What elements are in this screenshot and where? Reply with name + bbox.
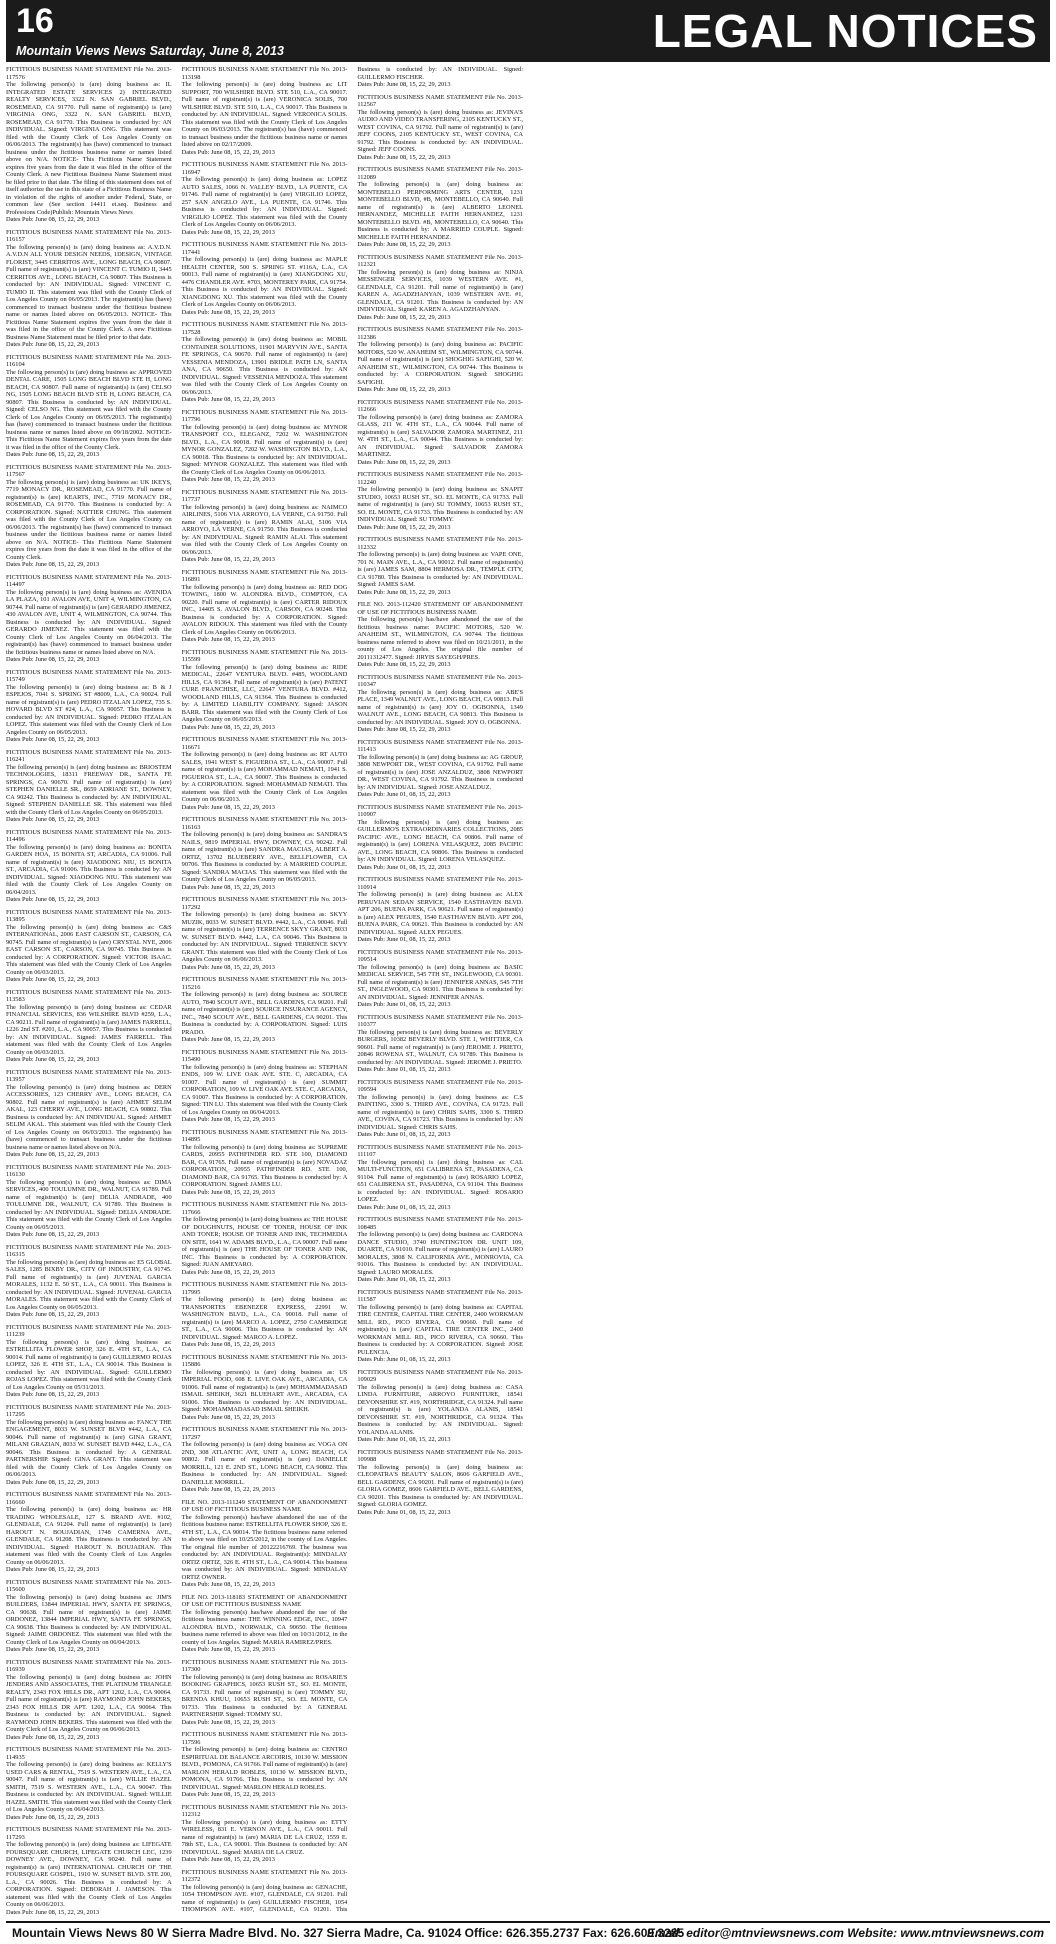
notice-dates: Dates Pub: June 01, 08, 15, 22, 2013 — [357, 863, 451, 871]
notice-dates: Dates Pub: June 08, 15, 22, 29, 2013 — [357, 313, 451, 321]
notice-dates: Dates Pub: June 08, 15, 22, 29, 2013 — [181, 1268, 275, 1276]
legal-notice — [6, 1746, 172, 1821]
masthead — [6, 0, 1050, 62]
notice-heading: FICTITIOUS BUSINESS NAME STATEMENT File No. 2013-112332 — [357, 536, 523, 551]
legal-notice — [182, 321, 348, 404]
notice-heading: FICTITIOUS BUSINESS NAME STATEMENT File No. 2013-117293 — [6, 1826, 172, 1841]
notice-dates: Dates Pub: June 08, 15, 22, 29, 2013 — [6, 451, 100, 458]
legal-notice — [182, 1049, 348, 1124]
notice-heading: FICTITIOUS BUSINESS NAME STATEMENT File No. 2013-110914 — [357, 876, 523, 891]
notice-dates: Dates Pub: June 08, 15, 22, 29, 2013 — [6, 1056, 100, 1063]
notice-dates: Dates Pub: June 08, 15, 22, 29, 2013 — [181, 1413, 275, 1421]
legal-notice — [182, 896, 348, 971]
notice-heading: FICTITIOUS BUSINESS NAME STATEMENT File No. 2013-117666 — [181, 1201, 348, 1216]
notice-heading: FICTITIOUS BUSINESS NAME STATEMENT File No. 2013-115490 — [181, 1048, 348, 1063]
notice-heading: FICTITIOUS BUSINESS NAME STATEMENT File No. 2013-108485 — [357, 1216, 523, 1231]
notice-dates: Dates Pub: June 08, 15, 22, 29, 2013 — [6, 976, 100, 983]
notice-dates: Dates Pub: June 08, 15, 22, 29, 2013 — [6, 1908, 100, 1916]
notice-body: The following person(s) is (are) doing business as: ESTRELLITA FLOWER SHOP, 326 E. 4TH ST., L.A., CA 90014. Full name of registrant(s) is (are) GUILLERMO ROJAS LOPEZ, 326 E. 4TH ST., L.A., CA 90014. This Business is conducted by: AN INDIVIDUAL. Signed: GUILLERMO ROJAS LOPEZ. This statement was filed with the County Clerk of Los Angeles County on 05/31/2013. — [6, 1338, 172, 1391]
legal-notice — [182, 1594, 348, 1654]
notice-body: The following person(s) is (are) doing business as: US IMPERIAL FOOD, 608 E. LIVE OAK AVE., ARCADIA, CA 91006. Full name of registrant(s) is (are) MOHAMMADASAD ISMAIL SHEIKH, 3621 BLUEHART AVE., ARCADIA, CA 91006. This Business is conducted by: AN INDIVIDUAL. Signed: MOHAMMADASAD ISMAIL SHEIKH. — [181, 1368, 348, 1413]
notice-heading: FICTITIOUS BUSINESS NAME STATEMENT File No. 2013-110907 — [357, 803, 523, 818]
legal-notice — [6, 1404, 172, 1487]
legal-notice — [357, 471, 523, 531]
legal-notice — [182, 1731, 348, 1799]
notice-heading: FICTITIOUS BUSINESS NAME STATEMENT File No. 2013-115886 — [181, 1353, 348, 1368]
notice-body: The following person(s) is (are) doing business as: APPROVED DENTAL CARE, 1505 LONG BEACH BLVD STE H, LONG BEACH, CA 90807. Full name of registrant(s) is (are) CELSO NG, 1505 LONG BEACH BLVD STE H, LONG BEACH, CA 90807. This Business is conducted by: AN INDIVIDUAL. Signed: CELSO NG. This statement was filed with the County Clerk of Los Angeles County on 06/05/2013. The registrant(s) has (have) commenced to transact business under the fictitious business name or names listed above on 09/18/2002. NOTICE- This Fictitious Name Statement expires five years from the date it was filed in the office of the County Clerk. — [6, 368, 172, 451]
notice-body: The following person(s) is (are) doing business as: PACIFIC MOTORS, 520 W. ANAHEIM ST., WILMINGTON, CA 90744. Full name of registrant(s) is (are) SHOGHIG SAFIGHI, 520 W. ANAHEIM ST., WILMINGTON, CA 90744. This Business is conducted by: A CORPORATION. Signed: SHOGHIG SAFIGHI. — [357, 341, 523, 386]
notice-body: The following person(s) is (are) doing business as: BRIOSTEM TECHNOLOGIES, 18311 FREEWAY DR., SANTA FE SPRINGS, CA 90670. Full name of registrant(s) is (are) STEPHEN DANIELLE SR., 8659 ADRIANE ST., DOWNEY, CA 90242. This Business is conducted by: AN INDIVIDUAL. Signed: STEPHEN DANIELLE SR. This statement was filed with the County Clerk of Los Angeles County on 06/05/2013. — [6, 763, 172, 816]
notice-heading: FICTITIOUS BUSINESS NAME STATEMENT File No. 2013-116671 — [181, 736, 348, 751]
legal-notice — [6, 669, 172, 744]
notices-columns — [6, 66, 1050, 1918]
notice-body: The following person(s) is (are) doing business as: KELLY'S USED CARS & RENTAL, 7519 S. WESTERN AVE., L.A., CA 90047. Full name of registrant(s) is (are) WILLIE HAZEL SMITH, 7519 S. WESTERN AVE., L.A., CA 90047. This Business is conducted by: AN INDIVIDUAL. Signed: WILLIE HAZEL SMITH. This statement was filed with the County Clerk of Los Angeles County on 06/04/2013. — [6, 1761, 172, 1813]
notice-heading: FICTITIOUS BUSINESS NAME STATEMENT File No. 2013-113957 — [6, 1068, 172, 1083]
legal-notice — [182, 1659, 348, 1727]
page-footer — [6, 1921, 1050, 1943]
notice-heading: FICTITIOUS BUSINESS NAME STATEMENT File No. 2013-116163 — [181, 816, 348, 831]
notice-dates: Dates Pub: June 08, 15, 22, 29, 2013 — [6, 1733, 100, 1741]
notice-heading: FICTITIOUS BUSINESS NAME STATEMENT File No. 2013-111413 — [357, 738, 523, 753]
legal-notice — [6, 1826, 172, 1916]
legal-notice — [182, 161, 348, 236]
notice-heading: FICTITIOUS BUSINESS NAME STATEMENT File No. 2013-111239 — [6, 1323, 172, 1338]
notice-heading: FICTITIOUS BUSINESS NAME STATEMENT File No. 2013-117441 — [181, 241, 348, 256]
notice-body: The following person(s) is (are) doing business as: MAPLE HEALTH CENTER, 500 S. SPRING ST. #116A, L.A., CA 90013. Full name of registrant(s) is (are) XIANGDONG XU, 4476 CHANDLER AVE. #703, MONTEREY PARK, CA 91754. This Business is conducted by: AN INDIVIDUAL. Signed: XIANGDONG XU. This statement was filed with the County Clerk of Los Angeles County on 06/06/2013. — [181, 256, 348, 308]
notice-heading: FICTITIOUS BUSINESS NAME STATEMENT File No. 2013-110347 — [357, 673, 523, 688]
legal-notice — [357, 601, 523, 669]
notice-dates: Dates Pub: June 08, 15, 22, 29, 2013 — [181, 1116, 275, 1123]
notice-body: The following person(s) is (are) doing business as: CAL MULTI-FUNCTION, 651 CALIBRENA ST., PASADENA, CA 91104. Full name of registrant(s) is (are) ROSARIO LOPEZ, 651 CALIBRENA ST., PASADENA, CA 91104. This Business is conducted by: AN INDIVIDUAL. Signed: ROSARIO LOPEZ. — [357, 1158, 523, 1203]
notice-body: The following person(s) is (are) doing business as: THE HOUSE OF DOUGHNUTS, HOUSE OF TONER, HOUSE OF INK AND TONER; HOUSE OF TONER AND INK, TECHMEDIA ON SITE, 1641 W. ADAMS BLVD., L.A., CA 90007. Full name of registrant(s) is (are) THE HOUSE OF TONER AND INK, INC. This Business is conducted by: A CORPORATION. Signed: JUAN AMEYARO. — [181, 1216, 348, 1268]
notice-dates: Dates Pub: June 08, 15, 22, 29, 2013 — [357, 523, 451, 531]
legal-notice — [6, 1324, 172, 1399]
legal-notice — [357, 1449, 523, 1517]
notice-dates: Dates Pub: June 08, 15, 22, 29, 2013 — [6, 1231, 100, 1238]
legal-notice — [6, 829, 172, 904]
notice-dates: Dates Pub: June 08, 15, 22, 29, 2013 — [181, 148, 275, 156]
section-title: LEGAL NOTICES — [652, 5, 1038, 57]
legal-notice — [182, 1354, 348, 1422]
notice-body: The following person(s) is (are) doing business as: LIT SUPPORT, 700 WILSHIRE BLVD. STE 510, L.A., CA 90017. Full name of registrant(s) is (are) VERONICA SOLIS, 700 WILSHIRE BLVD. STE 510, L.A., CA 90017. This Business is conducted by: AN INDIVIDUAL. Signed: VERONICA SOLIS. This statement was filed with the County Clerk of Los Angeles County on 06/03/2013. The registrant(s) has (have) commenced to transact business under the fictitious business name or names listed above on 02/17/2009. — [181, 81, 348, 148]
notice-body: The following person(s) is (are) doing business as: IL INTEGRATED ESTATE SERVICES 2) INTEGRATED REALTY SERVICES, 3322 N. SAN GABRIEL BLVD., ROSEMEAD, CA 91770. Full name of registrant(s) is (are) VIRGINIA ONG, 3322 N. SAN GABRIEL BLVD, ROSEMEAD, CA 91770. This Business is conducted by: AN INDIVIDUAL. Signed: VIRGINIA ONG. This statement was filed with the County Clerk of Los Angeles County on 06/06/2013. The registrant(s) has (have) commenced to transact business under the fictitious business name or names listed above on N/A. NOTICE- This Fictitious Name Statement expires five years from the date it was filed in the office of the County Clerk. A new Fictitious Business Name Statement must be filed prior to that date. The filing of this statement does not of itself authorize the use in this state of a Fictitious Business Name in violation of the rights of another under Federal, State, or common law (See section 14411 et.seq. Business and Professions Code)Publish: Mountain Views News — [6, 81, 172, 216]
notice-body: The following person(s) is (are) doing business as: BONITA GARDEN HOA, 15 BONITA ST, ARCADIA, CA 91006. Full name of registrant(s) is (are) XIAODONG NIU, 15 BONITA ST., ARCADIA, CA 91006. This Business is conducted by: AN INDIVIDUAL. Signed: XIAODONG NIU. This statement was filed with the County Clerk of Los Angeles County on 06/04/2013. — [6, 843, 172, 896]
notice-body: The following person(s) is (are) doing business as: SANDRA'S NAILS, 9819 IMPERIAL HWY, DOWNEY, CA 90242. Full name of registrant(s) is (are) SANDRA MACIAS, ALBERT A. ORTIZ, 13702 BLUEBERRY AVE., BELLFLOWER, CA 90706. This Business is conducted by: A MARRIED COUPLE. Signed: SANDRA MACIAS. This statement was filed with the County Clerk of Los Angeles County on 06/05/2013. — [181, 831, 348, 883]
legal-notice — [6, 989, 172, 1064]
notice-body: The following person(s) is (are) doing business as: C&S INTERNATIONAL, 2006 EAST CARSON ST., CARSON, CA 90745. Full name of registrant(s) is (are) CRYSTAL NYE, 2006 EAST CARSON ST., CARSON, CA 90745. This Business is conducted by: A CORPORATION. Signed: VICTOR ISAAC. This statement was filed with the County Clerk of Los Angeles County on 06/03/2013. — [6, 923, 172, 976]
notice-heading: FICTITIOUS BUSINESS NAME STATEMENT File No. 2013-116157 — [6, 228, 172, 243]
notice-body: The following person(s) has/have abandoned the use of the fictitious business name: ESTRELLITA FLOWER SHOP, 326 E. 4TH ST., L.A., CA 90014. The fictitious business name referred to above was filed on 10/25/2012, in the county of Los Angeles. The original file number of 20122216769. The business was conducted by: AN INDIVIDUAL. Registrant(s): MINDALAY ORTIZ ORTIZ, 326 E. 4TH ST., L.A., CA 90014. This business was conducted by: AN INDIVIDUAL. Signed: MINDALAY ORTIZ OWNER. — [181, 1513, 348, 1581]
notice-heading: FICTITIOUS BUSINESS NAME STATEMENT File No. 2013-114497 — [6, 573, 172, 588]
legal-notice — [182, 241, 348, 316]
notice-dates: Dates Pub: June 08, 15, 22, 29, 2013 — [6, 1646, 100, 1653]
notice-dates: Dates Pub: June 08, 15, 22, 29, 2013 — [357, 386, 451, 393]
notice-dates: Dates Pub: June 01, 08, 15, 22, 2013 — [357, 791, 451, 798]
legal-notice — [182, 976, 348, 1044]
notice-body: The following person(s) is (are) doing business as: VOGA ON 2ND, 308 ATLANTIC AVE, UNIT A, LONG BEACH, CA 90802. Full name of registrant(s) is (are) DANIELLE MORRILL, 121 E. 2ND ST., LONG BEACH, CA 90802. This Business is conducted by: AN INDIVIDUAL. Signed: DANIELLE MORRILL. — [181, 1441, 348, 1486]
notice-body: The following person(s) is (are) doing business as: AG GROUP, 3808 NEWPORT DR., WEST COVINA, CA 91792. Full name of registrant(s) is (are) JOSE ANZALDUZ, 3808 NEWPORT DR., WEST COVINA, CA 91792. This Business is conducted by: AN INDIVIDUAL. Signed: JOSE ANZALDUZ. — [357, 753, 523, 791]
notice-body: The following person(s) is (are) doing business as: ABE'S PLACE, 1349 WALNUT AVE., LONG BEACH, CA 90813. Full name of registrant(s) is (are) JOY O. OGBONNA, 1349 WALNUT AVE., LONG BEACH, CA 90813. This Business is conducted by: AN INDIVIDUAL. Signed: JOY O. OGBONNA. — [357, 688, 523, 726]
notice-heading: FICTITIOUS BUSINESS NAME STATEMENT File No. 2013-109988 — [357, 1448, 523, 1463]
notice-heading: FICTITIOUS BUSINESS NAME STATEMENT File No. 2013-112567 — [357, 93, 523, 108]
legal-notice — [6, 229, 172, 349]
footer-contact: Email: editor@mtnviewsnews.com Website: www.mtnviewsnews.com — [646, 1926, 1044, 1940]
notice-dates: Dates Pub: June 08, 15, 22, 29, 2013 — [357, 153, 451, 161]
notice-dates: Dates Pub: June 08, 15, 22, 29, 2013 — [181, 963, 275, 971]
notice-heading: FICTITIOUS BUSINESS NAME STATEMENT File No. 2013-112089 — [357, 166, 523, 181]
notice-body: The following person(s) is (are) doing business as: RT AUTO SALES, 1941 WEST S. FIGUEROA ST., L.A., CA 90007. Full name of registrant(s) is (are) MOHAMMAD NEMATI, 1941 S. FIGUEROA ST., L.A., CA 90007. This Business is conducted by: A CORPORATION. Signed: MOHAMMAD NEMATI. This statement was filed with the County Clerk of Los Angeles County on 06/06/2013. — [181, 751, 348, 803]
legal-notice — [6, 1244, 172, 1319]
legal-notice — [182, 489, 348, 564]
legal-notice — [6, 1579, 172, 1654]
notice-dates: Dates Pub: June 08, 15, 22, 29, 2013 — [6, 656, 100, 663]
notice-dates: Dates Pub: June 01, 08, 15, 22, 2013 — [357, 1001, 451, 1008]
legal-notice — [357, 94, 523, 162]
notice-body: The following person(s) has/have abandoned the use of the fictitious business name: PACIFIC MOTORS, 520 W. ANAHEIM ST., WILMINGTON, CA 90744. The fictitious business name referred to above was filed on 10/21/2011, in the county of Los Angeles. The original file number of 20111312477. Signed: JIRYIS SAYEGH/PRES. — [357, 616, 523, 661]
paper-dateline: Mountain Views News Saturday, June 8, 2013 — [16, 44, 284, 58]
notice-heading: FICTITIOUS BUSINESS NAME STATEMENT File No. 2013-116891 — [181, 568, 348, 583]
notice-dates: Dates Pub: June 08, 15, 22, 29, 2013 — [357, 661, 451, 668]
legal-notice — [357, 1289, 523, 1364]
notice-body: The following person(s) is (are) doing business as: CLEOPATRA'S BEAUTY SALON, 8606 GARFIELD AVE., BELL GARDENS, CA 90201. Full name of registrant(s) is (are) GLORIA GOMEZ, 8606 GARFIELD AVE., BELL GARDENS, CA 90201. This Business is conducted by: AN INDIVIDUAL. Signed: GLORIA GOMEZ. — [357, 1463, 523, 1508]
notice-heading: FICTITIOUS BUSINESS NAME STATEMENT File No. 2013-112312 — [181, 1803, 348, 1818]
notice-heading: FICTITIOUS BUSINESS NAME STATEMENT File No. 2013-116130 — [6, 1163, 172, 1178]
notice-body: The following person(s) is (are) doing business as: VAPE ONE, 701 N. MAIN AVE., L.A., CA 90012. Full name of registrant(s) is (are) JAMES SAM, 8804 HERMOSA DR., TEMPLE CITY, CA 91780. This Business is conducted by: AN INDIVIDUAL. Signed: JAMES SAM. — [357, 551, 523, 588]
notice-dates: Dates Pub: June 01, 08, 15, 22, 2013 — [357, 1436, 451, 1443]
notice-body: The following person(s) is (are) doing business as: GENACHE, 1054 THOMPSON AVE. #107, GLENDALE, CA 91201. Full name of registrant(s) is (are) GUILLERMO FISCHER, 1054 THOMPSON AVE. #107, GLENDALE, CA 91201. This Business is conducted by: AN INDIVIDUAL. Signed: GUILLERMO FISCHER. — [181, 66, 523, 1913]
notice-heading: FILE NO. 2013-112420 STATEMENT OF ABANDONMENT OF USE OF FICTITIOUS BUSINESS NAME — [357, 601, 523, 616]
notice-heading: FICTITIOUS BUSINESS NAME STATEMENT File No. 2013-116660 — [6, 1491, 172, 1506]
legal-notice — [357, 1014, 523, 1074]
legal-notice — [182, 649, 348, 732]
legal-notice — [182, 66, 348, 156]
notice-dates: Dates Pub: June 08, 15, 22, 29, 2013 — [181, 1486, 275, 1493]
notice-heading: FICTITIOUS BUSINESS NAME STATEMENT File No. 2013-117292 — [181, 896, 348, 911]
notice-body: The following person(s) is (are) doing business as: CARDONA DANCE STUDIO, 3740 HUNTINGTON DR. UNIT 109, DUARTE, CA 91010. Full name of registrant(s) is (are) LAURO MORALES, 3808 N. CALIFORNIA AVE., MONROVIA, CA 91016. This Business is conducted by: AN INDIVIDUAL. Signed: LAURO MORALES. — [357, 1231, 523, 1276]
notice-dates: Dates Pub: June 01, 08, 15, 22, 2013 — [357, 1203, 451, 1211]
notice-body: The following person(s) is (are) doing business as: CAPITAL TIRE CENTER, CAPITAL TIRE CENTER, 2400 WORKMAN MILL RD., PICO RIVERA, CA 90660. Full name of registrant(s) is (are) CAPITAL TIRE CENTER INC., 2400 WORKMAN MILL RD., PICO RIVERA, CA 90660. This Business is conducted by: A CORPORATION. Signed: JOSE PULENCIA. — [357, 1303, 523, 1356]
notice-heading: FICTITIOUS BUSINESS NAME STATEMENT File No. 2013-115749 — [6, 668, 172, 683]
legal-notice — [357, 536, 523, 596]
legal-notice — [6, 749, 172, 824]
notice-body: The following person(s) is (are) doing business as: LOPEZ AUTO SALES, 1066 N. VALLEY BLVD., LA PUENTE, CA 91746. Full name of registrant(s) is (are) VIRGILIO LOPEZ, 257 SAN ANGELO AVE., LA PUENTE, CA 91746. This Business is conducted by: AN INDIVIDUAL. Signed: VIRGILIO LOPEZ. This statement was filed with the County Clerk of Los Angeles County on 06/06/2013. — [181, 176, 348, 228]
notice-body: The following person(s) is (are) doing business as: CASA LINDA FURNITURE, ARROYO FURNITURE, 18541 DEVONSHIRE ST. #19, NORTHRIDGE, CA 91324. Full name of registrant(s) is (are) YOLANDA ALANIS, 18541 DEVONSHIRE ST. #19, NORTHRIDGE, CA 91324. This Business is conducted by: AN INDIVIDUAL. Signed: YOLANDA ALANIS. — [357, 1383, 523, 1436]
notice-heading: FICTITIOUS BUSINESS NAME STATEMENT File No. 2013-111587 — [357, 1288, 523, 1303]
notice-body: The following person(s) is (are) doing business as: UK IKEYS, 7719 MONACY DR., ROSEMEAD, CA 91770. Full name of registrant(s) is (are) KEARTS, INC., 7719 MONACY DR., ROSEMEAD, CA 91770. This Business is conducted by: A CORPORATION. Signed: NATTIER CHUNG. This statement was filed with the County Clerk of Los Angeles County on 06/06/2013. The registrant(s) has (have) commenced to transact business under the fictitious business name or names listed above on N/A. NOTICE- This Fictitious Name Statement expires five years from the date it was filed in the office of the County Clerk. — [6, 478, 172, 561]
notice-body: The following person(s) is (are) doing business as: MYNOR TRANSPORT CO., ELEGANZ, 7202 W. WASHINGTON BLVD., L.A., CA 90018. Full name of registrant(s) is (are) MYNOR GONZALEZ, 7202 W. WASHINGTON BLVD., L.A., CA 90018. This Business is conducted by: AN INDIVIDUAL. Signed: MYNOR GONZALEZ. This statement was filed with the County Clerk of Los Angeles County on 06/06/2013. — [181, 423, 348, 476]
notice-body: The following person(s) is (are) doing business as: CENTRO ESPIRITUAL DE BALANCE ARCOIRIS, 10130 W. MISSION BLVD., POMONA, CA 91766. Full name of registrant(s) is (are) MARLON HERALD ROBLES, 10130 W. MISSION BLVD., POMONA, CA 91766. This Business is conducted by: AN INDIVIDUAL. Signed: MARLON HERALD ROBLES. — [181, 1746, 348, 1791]
notice-heading: FICTITIOUS BUSINESS NAME STATEMENT File No. 2013-116315 — [6, 1243, 172, 1258]
notice-body: The following person(s) is (are) doing business as: LIFEGATE FOURSQUARE CHURCH, LIFEGATE CHURCH LEC, 1239 DOWNEY AVE., DOWNEY, CA 90240. Full name of registrant(s) is (are) INTERNATIONAL CHURCH OF THE FOURSQUARE GOSPEL, 1910 W. SUNSET BLVD. STE 200, L.A., CA 90026. This Business is conducted by: A CORPORATION. Signed: DEBORAH J. JAMESON. This statement was filed with the County Clerk of Los Angeles County on 06/06/2013. — [6, 1841, 172, 1908]
notice-heading: FICTITIOUS BUSINESS NAME STATEMENT File No. 2013-116939 — [6, 1658, 172, 1673]
notice-dates: Dates Pub: June 08, 15, 22, 29, 2013 — [181, 396, 275, 403]
notice-heading: FICTITIOUS BUSINESS NAME STATEMENT File No. 2013-116104 — [6, 353, 172, 368]
notice-dates: Dates Pub: June 08, 15, 22, 29, 2013 — [357, 81, 451, 88]
notice-body: The following person(s) is (are) doing business as: AVENIDA LA PLAZA, 101 AVALON AVE, UNIT 4, WILMINGTON, CA 90744. Full name of registrant(s) is (are) GERARDO JIMENEZ, 430 AVALON AVE, UNIT 4, WILMINGTON, CA 90744. This Business is conducted by: AN INDIVIDUAL. Signed: GERARDO JIMENEZ. This statement was filed with the County Clerk of Los Angeles County on 06/04/2013. The registrant(s) has (have) commenced to transact business under the fictitious business name or names listed above on N/A. — [6, 588, 172, 656]
notice-heading: FICTITIOUS BUSINESS NAME STATEMENT File No. 2013-112240 — [357, 471, 523, 486]
notice-dates: Dates Pub: June 08, 15, 22, 29, 2013 — [181, 1341, 275, 1348]
notice-dates: Dates Pub: June 08, 15, 22, 29, 2013 — [6, 896, 100, 903]
notice-body: The following person(s) is (are) doing business as: NAIMCO AIRLINES, 5106 VIA ARROYO, LA VERNE, CA 91750. Full name of registrant(s) is (are) RAMIN ALAI, 5106 VIA ARROYO, LA VERNE, CA 91750. This Business is conducted by: AN INDIVIDUAL. Signed: RAMIN ALAI. This statement was filed with the County Clerk of Los Angeles County on 06/06/2013. — [181, 503, 348, 556]
notice-dates: Dates Pub: June 08, 15, 22, 29, 2013 — [357, 588, 451, 596]
notice-body: The following person(s) is (are) doing business as: B & J ESPEJOS, 7041 S. SPRING ST #8009, L.A., CA 90024. Full name of registrant(s) is (are) PEDRO ITZALAN LOPEZ, 735 S. HOVARD BLVD ST #24, L.A., CA 90057. This Business is conducted by: AN INDIVIDUAL. Signed: PEDRO ITZALAN LOPEZ. This statement was filed with the County Clerk of Los Angeles County on 06/05/2013. — [6, 683, 172, 736]
legal-notice — [6, 1659, 172, 1742]
notice-dates: Dates Pub: June 08, 15, 22, 29, 2013 — [357, 458, 451, 466]
notice-dates: Dates Pub: June 08, 15, 22, 29, 2013 — [181, 1791, 275, 1798]
notice-body: The following person(s) is (are) doing business as: BASIC MEDICAL SERVICE, 545 7TH ST., INGLEWOOD, CA 90301. Full name of registrant(s) is (are) JENNIFER ANNAS, 545 7TH ST., INGLEWOOD, CA 90301. This Business is conducted by: AN INDIVIDUAL. Signed: JENNIFER ANNAS. — [357, 963, 523, 1001]
notice-body: The following person(s) is (are) doing business as: GUILLERMO'S EXTRAORDINARIES COLLECTIONS, 2085 PACIFIC AVE., LONG BEACH, CA 90806. Full name of registrant(s) is (are) LORENA VELASQUEZ, 2085 PACIFIC AVE., LONG BEACH, CA 90806. This Business is conducted by: AN INDIVIDUAL. Signed: LORENA VELASQUEZ. — [357, 818, 523, 863]
notice-body: The following person(s) has/have abandoned the use of the fictitious business name: THE WINNING EDGE, INC., 10947 ALONDRA BLVD., NORWALK, CA 90650. The fictitious business name referred to above was filed on 10/31/2012, in the county of Los Angeles. Signed: MARIA RAMIREZ/PRES. — [181, 1608, 348, 1646]
notice-dates: Dates Pub: June 08, 15, 22, 29, 2013 — [181, 476, 275, 483]
notice-body: The following person(s) is (are) doing business as: ETTY WIRELESS, 831 E. VERNON AVE., L.A., CA 90011. Full name of registrant(s) is (are) MARIA DE LA CRUZ, 1559 E. 78th ST., L.A., CA 90001. This Business is conducted by: AN INDIVIDUAL. Signed: MARIA DE LA CRUZ. — [181, 1818, 348, 1856]
notice-dates: Dates Pub: June 08, 15, 22, 29, 2013 — [181, 883, 275, 891]
notice-body: The following person(s) is (are) doing business as: TRANSPORTES EBENEZER EXPRESS, 22991 W. WASHINGTON BLVD., L.A., CA 90018. Full name of registrant(s) is (are) MARCO A. LOPEZ, 2750 CAMBRIDGE ST., L.A., CA 90006. This Business is conducted by: AN INDIVIDUAL. Signed: MARCO A. LOPEZ. — [181, 1296, 348, 1341]
notice-body: The following person(s) is (are) doing business as: CEDAR FINANCIAL SERVICES, 836 WILSHIRE BLVD #259, L.A., CA 90211. Full name of registrant(s) is (are) JAMES FARRELL, 1226 2nd ST. #201, L.A., CA 90057. This Business is conducted by: AN INDIVIDUAL. Signed: JAMES FARRELL. This statement was filed with the County Clerk of Los Angeles County on 06/03/2013. — [6, 1003, 172, 1056]
notice-body: The following person(s) is (are) doing business as: ALEX PERUVIAN SEDAN SERVICE, 1540 EASTHAVEN BLVD. APT 206, BUENA PARK, CA 90621. Full name of registrant(s) is (are) ALEX PEGUES, 1540 EASTHAVEN BLVD. APT 206, BUENA PARK, CA 90621. This Business is conducted by: AN INDIVIDUAL. Signed: ALEX PEGUES. — [357, 891, 523, 936]
legal-notice — [182, 569, 348, 644]
legal-notice — [357, 254, 523, 322]
notice-body: The following person(s) is (are) doing business as: E5 GLOBAL SALES, 1285 BIXBY DR., CITY OF INDUSTRY, CA 91745. Full name of registrant(s) is (are) JUVENAL GARCIA MORALES, 1132 E. 50 ST., L.A., CA 90011. This Business is conducted by: AN INDIVIDUAL. Signed: JUVENAL GARCIA MORALES. This statement was filed with the County Clerk of Los Angeles County on 06/05/2013. — [6, 1258, 172, 1311]
notice-dates: Dates Pub: June 08, 15, 22, 29, 2013 — [181, 556, 275, 563]
notice-body: The following person(s) is (are) doing business as: C.S PAINTING, 3300 S. THIRD AVE., COVINA, CA 91723. Full name of registrant(s) is (are) CHRIS SAHS, 3300 S. THIRD AVE., COVINA, CA 91723. This Business is conducted by: AN INDIVIDUAL. Signed: CHRIS SAHS. — [357, 1093, 523, 1131]
notice-heading: FICTITIOUS BUSINESS NAME STATEMENT File No. 2013-112321 — [357, 253, 523, 268]
legal-notice — [6, 1164, 172, 1239]
notice-dates: Dates Pub: June 08, 15, 22, 29, 2013 — [357, 726, 451, 733]
notice-heading: FICTITIOUS BUSINESS NAME STATEMENT File No. 2013-117796 — [181, 408, 348, 423]
notice-heading: FICTITIOUS BUSINESS NAME STATEMENT File No. 2013-117596 — [181, 1731, 348, 1746]
notice-dates: Dates Pub: June 08, 15, 22, 29, 2013 — [6, 1391, 100, 1398]
page-number: 16 — [16, 2, 54, 40]
notice-dates: Dates Pub: June 01, 08, 15, 22, 2013 — [357, 936, 451, 943]
notice-dates: Dates Pub: June 08, 15, 22, 29, 2013 — [6, 1311, 100, 1318]
notice-heading: FICTITIOUS BUSINESS NAME STATEMENT File No. 2013-117297 — [181, 1426, 348, 1441]
legal-notice — [182, 1804, 348, 1864]
legal-notice — [357, 1369, 523, 1444]
notice-body: The following person(s) is (are) doing business as: A.V.D.N. A.V.D.N ALL YOUR DESIGN NEEDS, 1DESIGN, VINTAGE FLORIST, 3445 CERRITOS AVE., LONG BEACH, CA 90807. Full name of registrant(s) is (are) VINCENT C. TUMIO II, 3445 CERRITOS AVE., LONG BEACH, CA 90807. This Business is conducted by: AN INDIVIDUAL. Signed: VINCENT C. TUMIO II. This statement was filed with the County Clerk of Los Angeles County on 06/05/2013. The registrant(s) has (have) commenced to transact business under the fictitious business name or names listed above on 06/05/2013. NOTICE- This Fictitious Name Statement expires five years from the date it was filed in the office of the County Clerk. A new Fictitious Business Name Statement must be filed prior to that date. — [6, 243, 172, 341]
notice-heading: FICTITIOUS BUSINESS NAME STATEMENT File No. 2013-113895 — [6, 908, 172, 923]
legal-notice — [182, 409, 348, 484]
notice-heading: FICTITIOUS BUSINESS NAME STATEMENT File No. 2013-117737 — [181, 488, 348, 503]
legal-notice — [182, 1129, 348, 1197]
legal-notice — [182, 1426, 348, 1494]
legal-notice — [6, 1069, 172, 1159]
notice-dates: Dates Pub: June 01, 08, 15, 22, 2013 — [357, 1066, 451, 1073]
notice-dates: Dates Pub: June 08, 15, 22, 29, 2013 — [181, 1718, 275, 1726]
notice-heading: FICTITIOUS BUSINESS NAME STATEMENT File No. 2013-117567 — [6, 463, 172, 478]
notice-heading: FICTITIOUS BUSINESS NAME STATEMENT File No. 2013-116241 — [6, 748, 172, 763]
notice-heading: FILE NO. 2013-111249 STATEMENT OF ABANDONMENT OF USE OF FICTITIOUS BUSINESS NAME — [181, 1498, 348, 1513]
notice-heading: FICTITIOUS BUSINESS NAME STATEMENT File No. 2013-110377 — [357, 1013, 523, 1028]
notice-body: The following person(s) is (are) doing business as: SUPREME CARDS, 20955 PATHFINDER RD. STE 100, DIAMOND BAR, CA 91765. Full name of registrant(s) is (are) NOVADAZ CORPORATION, 20955 PATHFINDER RD. STE 100, DIAMOND BAR, CA 91765. This Business is conducted by: A CORPORATION. Signed: JAMES LU. — [181, 1143, 348, 1188]
notice-heading: FICTITIOUS BUSINESS NAME STATEMENT File No. 2013-114935 — [6, 1746, 172, 1761]
notice-body: The following person(s) is (are) doing business as: MOBIL CONTAINER SOLUTIONS, 11901 MARYVIN AVE., SANTA FE SPRINGS, CA 90670. Full name of registrant(s) is (are) VESSENIA MENDOZA, 13901 BRIDLE PATH LN, SANTA ANA, CA 90650. This Business is conducted by: AN INDIVIDUAL. Signed: VESSENIA MENDOZA. This statement was filed with the County Clerk of Los Angeles County on 06/06/2013. — [181, 336, 348, 396]
notice-body: The following person(s) is (are) doing business as: HR TRADING WHOLESALE, 127 S. BRAND AVE. #102, GLENDALE, CA 91204. Full name of registrant(s) is (are) HAROUT N. BOUJADIAN, 1748 CAMERNA AVE., GLENDALE, CA 91208. This Business is conducted by: AN INDIVIDUAL. Signed: HAROUT N. BOUJADIAN. This statement was filed with the County Clerk of Los Angeles County on 06/06/2013. — [6, 1506, 172, 1566]
notice-dates: Dates Pub: June 08, 15, 22, 29, 2013 — [6, 216, 100, 223]
notice-body: The following person(s) is (are) doing business as: DIMA SERVICES, 400 TOULUMNE DR., WALNUT, CA 91789. Full name of registrant(s) is (are) DELIA ANDRADE, 400 TOULUMNE DR., WALNUT, CA 91789. This Business is conducted by: AN INDIVIDUAL. Signed: DELIA ANDRADE. This statement was filed with the County Clerk of Los Angeles County on 06/05/2013. — [6, 1178, 172, 1231]
legal-notice — [357, 876, 523, 944]
legal-notice — [357, 1216, 523, 1284]
notice-body: The following person(s) is (are) doing business as: RIDE MEDICAL, 22647 VENTURA BLVD. #485, WOODLAND HILLS, CA 91364. Full name of registrant(s) is (are) PATENT CURE FRANCHISE, LLC, 22647 VENTURA BLVD. #412, WOODLAND HILLS, CA 91364. This Business is conducted by: A LIMITED LIABILITY COMPANY. Signed: JASON BARR. This statement was filed with the County Clerk of Los Angeles County on 06/05/2013. — [181, 663, 348, 723]
notice-heading: FICTITIOUS BUSINESS NAME STATEMENT File No. 2013-115600 — [6, 1578, 172, 1593]
notice-heading: FICTITIOUS BUSINESS NAME STATEMENT File No. 2013-114496 — [6, 828, 172, 843]
legal-notice — [357, 1144, 523, 1212]
notice-dates: Dates Pub: June 01, 08, 15, 22, 2013 — [357, 1131, 451, 1138]
notice-dates: Dates Pub: June 08, 15, 22, 29, 2013 — [181, 1646, 275, 1653]
notice-body: The following person(s) is (are) doing business as: RED DOG TOWING, 1800 W. ALONDRA BLVD., COMPTON, CA 90220. Full name of registrant(s) is (are) CARTER RIDOUX INC., 14405 S. AVALON BLVD., CARSON, CA 90248. This Business is conducted by: A CORPORATION. Signed: AVALON RIDOUX. This statement was filed with the County Clerk of Los Angeles County on 06/06/2013. — [181, 583, 348, 636]
notice-body: The following person(s) is (are) doing business as: MONTEBELLO PERFORMING ARTS CENTER, 1231 MONTEBELLO BLVD, #B, MONTEBELLO, CA 90640. Full name of registrant(s) is (are) ALBERTO LEONEL HERNANDEZ, MICHELLE FAITH HERNANDEZ, 1231 MONTEBELLO BLVD. #B, MONTEBELLO, CA 90640. This Business is conducted by: A MARRIED COUPLE. Signed: MICHELLE FAITH HERNANDEZ. — [357, 181, 523, 241]
legal-notice — [182, 736, 348, 811]
notice-heading: FICTITIOUS BUSINESS NAME STATEMENT File No. 2013-113583 — [6, 988, 172, 1003]
footer-publisher: Mountain Views News 80 W Sierra Madre Blvd. No. 327 Sierra Madre, Ca. 91024 Office: 626.355.2737 Fax: 626.609.3285 — [12, 1926, 685, 1940]
legal-notice — [6, 354, 172, 459]
notice-dates: Dates Pub: June 08, 15, 22, 29, 2013 — [181, 228, 275, 236]
notice-dates: Dates Pub: June 08, 15, 22, 29, 2013 — [181, 1188, 275, 1196]
notice-heading: FICTITIOUS BUSINESS NAME STATEMENT File No. 2013-109594 — [357, 1078, 523, 1093]
notice-dates: Dates Pub: June 08, 15, 22, 29, 2013 — [181, 1036, 275, 1043]
notice-dates: Dates Pub: June 08, 15, 22, 29, 2013 — [181, 723, 275, 731]
notice-dates: Dates Pub: June 08, 15, 22, 29, 2013 — [6, 1566, 100, 1573]
notice-body: The following person(s) is (are) doing business as: BEVERLY BURGERS, 10382 BEVERLY BLVD. STE 1, WHITTIER, CA 90601. Full name of registrant(s) is (are) JEROME J. PRIETO, 20846 ROWENA ST., WALNUT, CA 91789. This Business is conducted by: AN INDIVIDUAL. Signed: JEROME J. PRIETO. — [357, 1028, 523, 1066]
legal-notice — [182, 1281, 348, 1349]
legal-notice — [6, 909, 172, 984]
legal-notice — [182, 1201, 348, 1276]
notice-body: The following person(s) is (are) doing business as: SNAPIT STUDIO, 10653 RUSH ST., SO. EL MONTE, CA 91733. Full name of registrant(s) is (are) SU TOMMY, 10653 RUSH ST., SO. EL MONTE, CA 91733. This Business is conducted by: AN INDIVIDUAL. Signed: SU TOMMY. — [357, 486, 523, 523]
notice-heading: FICTITIOUS BUSINESS NAME STATEMENT File No. 2013-112372 — [181, 1868, 348, 1883]
notice-body: The following person(s) is (are) doing business as: SKYY MUZIK, 8033 W. SUNSET BLVD. #442, L.A., CA 90046. Full name of registrant(s) is (are) TERRENCE SKYY GRANT, 8033 W. SUNSET BLVD. #442, L.A., CA 90046. This Business is conducted by: AN INDIVIDUAL. Signed: TERRENCE SKYY GRANT. This statement was filed with the County Clerk of Los Angeles County on 06/06/2013. — [181, 911, 348, 963]
legal-notice — [357, 949, 523, 1009]
notice-body: The following person(s) is (are) doing business as: SOURCE AUTO, 7840 SCOUT AVE., BELL GARDENS, CA 90201. Full name of registrant(s) is (are) SOURCE INSURANCE AGENCY, INC., 7840 SCOUT AVE., BELL GARDENS, CA 90201. This Business is conducted by: A CORPORATION. Signed: LUIS PRADO. — [181, 991, 348, 1036]
legal-notice — [6, 1491, 172, 1574]
notice-heading: FICTITIOUS BUSINESS NAME STATEMENT File No. 2013-111107 — [357, 1143, 523, 1158]
legal-notice — [357, 739, 523, 799]
notice-heading: FICTITIOUS BUSINESS NAME STATEMENT File No. 2013-109514 — [357, 948, 523, 963]
notice-heading: FICTITIOUS BUSINESS NAME STATEMENT File No. 2013-115216 — [181, 976, 348, 991]
legal-notice — [357, 326, 523, 394]
notice-body: The following person(s) is (are) doing business as: FANCY THE ENGAGEMENT, 8033 W. SUNSET BLVD #442, L.A., CA 90046. Full name of registrant(s) is (are) GINA GRANT, MILANI GRAZIAN, 8033 W. SUNSET BLVD #442, L.A., CA 90046. This Business is conducted by: A GENERAL PARTNERSHIP. Signed: GINA GRANT. This statement was filed with the County Clerk of Los Angeles County on 06/06/2013. — [6, 1418, 172, 1478]
notice-heading: FICTITIOUS BUSINESS NAME STATEMENT File No. 2013-113198 — [181, 66, 348, 81]
legal-notice — [357, 674, 523, 734]
notice-dates: Dates Pub: June 08, 15, 22, 29, 2013 — [6, 561, 100, 568]
legal-notice — [357, 804, 523, 872]
notice-body: The following person(s) is (are) doing business as: JIM'S BUILDERS, 13844 IMPERIAL HWY, SANTA FE SPRINGS, CA 90638. Full name of registrant(s) is (are) JAIME ORDONEZ, 13844 IMPERIAL HWY, SANTA FE SPRINGS, CA 90638. This Business is conducted by: AN INDIVIDUAL. Signed: JAIME ORDONEZ. This statement was filed with the County Clerk of Los Angeles County on 06/04/2013. — [6, 1593, 172, 1646]
notice-body: The following person(s) is (are) doing business as: DERN ACCESSORIES, 123 CHERRY AVE., LONG BEACH, CA 90802. Full name of registrant(s) is (are) AHMET SELIM AKAL, 123 CHERRY AVE., LONG BEACH, CA 90802. This Business is conducted by: AN INDIVIDUAL. Signed: AHMET SELIM AKAL. This statement was filed with the County Clerk of Los Angeles County on 06/03/2013. The registrant(s) has (have) commenced to transact business under the fictitious business name or names listed above on N/A. — [6, 1083, 172, 1151]
notice-heading: FICTITIOUS BUSINESS NAME STATEMENT File No. 2013-116947 — [181, 161, 348, 176]
legal-notice — [357, 1079, 523, 1139]
notice-dates: Dates Pub: June 08, 15, 22, 29, 2013 — [6, 1813, 100, 1821]
legal-notice — [182, 816, 348, 891]
notice-heading: FILE NO. 2013-118183 STATEMENT OF ABANDONMENT OF USE OF FICTITIOUS BUSINESS NAME — [181, 1593, 348, 1608]
notice-dates: Dates Pub: June 01, 08, 15, 22, 2013 — [357, 1508, 451, 1516]
notice-heading: FICTITIOUS BUSINESS NAME STATEMENT File No. 2013-117995 — [181, 1281, 348, 1296]
notice-dates: Dates Pub: June 08, 15, 22, 29, 2013 — [6, 736, 100, 743]
notice-dates: Dates Pub: June 01, 08, 15, 22, 2013 — [357, 1276, 451, 1283]
notice-dates: Dates Pub: June 08, 15, 22, 29, 2013 — [6, 1151, 100, 1158]
notice-heading: FICTITIOUS BUSINESS NAME STATEMENT File No. 2013-117576 — [6, 66, 172, 81]
notice-body: The following person(s) is (are) doing business as: ZAMORA GLASS, 211 W. 4TH ST., L.A., CA 90044. Full name of registrant(s) is (are) SALVADOR ZAMORA MARTINEZ, 211 W. 4TH ST., L.A., CA 90044. This Business is conducted by: AN INDIVIDUAL. Signed: SALVADOR ZAMORA MARTINEZ. — [357, 413, 523, 458]
legal-notice — [182, 1499, 348, 1589]
notice-dates: Dates Pub: June 08, 15, 22, 29, 2013 — [181, 1581, 275, 1588]
legal-notice — [6, 464, 172, 569]
notice-dates: Dates Pub: June 08, 15, 22, 29, 2013 — [6, 341, 100, 348]
notice-dates: Dates Pub: June 08, 15, 22, 29, 2013 — [6, 816, 100, 823]
notice-heading: FICTITIOUS BUSINESS NAME STATEMENT File No. 2013-109029 — [357, 1368, 523, 1383]
notice-body: The following person(s) is (are) doing business as: JEVINA'S AUDIO AND VIDEO TRANSFERING, 2105 KENTUCKY ST., WEST COVINA, CA 91792. Full name of registrant(s) is (are) JEFF COONS, 2105 KENTUCKY ST., WEST COVINA, CA 91792. This Business is conducted by: AN INDIVIDUAL. Signed: JEFF COONS. — [357, 108, 523, 153]
notice-heading: FICTITIOUS BUSINESS NAME STATEMENT File No. 2013-112666 — [357, 398, 523, 413]
notice-body: The following person(s) is (are) doing business as: NINJA MESSENGER SERVICES, 1039 WESTERN AVE. #1, GLENDALE, CA 91201. Full name of registrant(s) is (are) KAREN A. AGADZHANYAN, 1039 WESTERN AVE. #1, GLENDALE, CA 91201. This Business is conducted by: AN INDIVIDUAL. Signed: KAREN A. AGADZHANYAN. — [357, 268, 523, 313]
legal-notice — [6, 66, 172, 224]
legal-notice — [357, 166, 523, 249]
notice-heading: FICTITIOUS BUSINESS NAME STATEMENT File No. 2013-117528 — [181, 321, 348, 336]
notice-dates: Dates Pub: June 01, 08, 15, 22, 2013 — [357, 1356, 451, 1363]
notice-body: The following person(s) is (are) doing business as: ROSARIE'S BOOKING GRAPHICS, 10653 RUSH ST., SO. EL MONTE, CA 91733. Full name of registrant(s) is (are) TOMMY SU, BRENDA KHUU, 10653 RUSH ST., SO. EL MONTE, CA 91733. This Business is conducted by: A GENERAL PARTNERSHIP. Signed: TOMMY SU. — [181, 1673, 348, 1718]
notice-dates: Dates Pub: June 08, 15, 22, 29, 2013 — [6, 1478, 100, 1486]
notice-dates: Dates Pub: June 08, 15, 22, 29, 2013 — [181, 636, 275, 643]
notice-dates: Dates Pub: June 08, 15, 22, 29, 2013 — [181, 803, 275, 811]
notice-heading: FICTITIOUS BUSINESS NAME STATEMENT File No. 2013-115599 — [181, 648, 348, 663]
legal-notice — [6, 574, 172, 664]
notice-dates: Dates Pub: June 08, 15, 22, 29, 2013 — [181, 1856, 275, 1863]
notice-body: The following person(s) is (are) doing business as: JOHN JENDERS AND ASSOCIATES, THE PLATINUM TRIANGLE REALTY, 2343 FOX HILLS DR., APT 1202, L.A., CA 90064. Full name of registrant(s) is (are) RAYMOND JOHN BEKERS, 2343 FOX HILLS DR APT. 1202, L.A., CA 90064. This Business is conducted by: AN INDIVIDUAL. Signed: RAYMOND JOHN BEKERS. This statement was filed with the County Clerk of Los Angeles County on 06/06/2013. — [6, 1673, 172, 1733]
notice-heading: FICTITIOUS BUSINESS NAME STATEMENT File No. 2013-112386 — [357, 326, 523, 341]
notice-heading: FICTITIOUS BUSINESS NAME STATEMENT File No. 2013-114895 — [181, 1128, 348, 1143]
notice-dates: Dates Pub: June 08, 15, 22, 29, 2013 — [181, 308, 275, 316]
notice-heading: FICTITIOUS BUSINESS NAME STATEMENT File No. 2013-117295 — [6, 1403, 172, 1418]
notice-dates: Dates Pub: June 08, 15, 22, 29, 2013 — [357, 241, 451, 248]
notice-body: The following person(s) is (are) doing business as: STEPHAN ENDS, 109 W. LIVE OAK AVE. STE. C, ARCADIA, CA 91007. Full name of registrant(s) is (are) SUMMIT CORPORATION, 109 W. LIVE OAK AVE. STE. C, ARCADIA, CA 91007. This Business is conducted by: A CORPORATION. Signed: TIN LU. This statement was filed with the County Clerk of Los Angeles County on 06/04/2013. — [181, 1063, 348, 1116]
notice-heading: FICTITIOUS BUSINESS NAME STATEMENT File No. 2013-117300 — [181, 1658, 348, 1673]
legal-notice — [357, 399, 523, 467]
